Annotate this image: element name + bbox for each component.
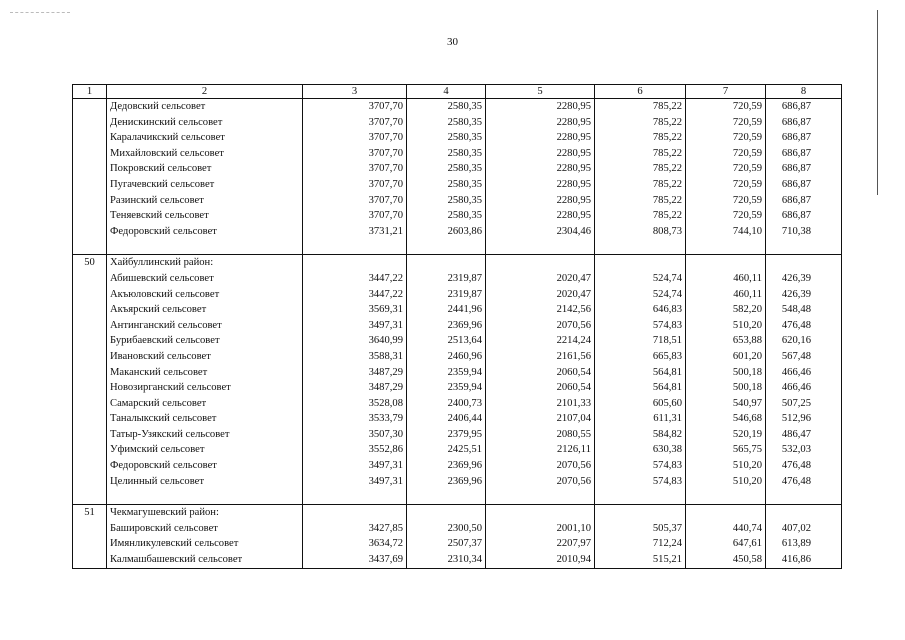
data-table — [72, 84, 842, 569]
table-row — [73, 146, 842, 162]
value-cell: 720,59 — [686, 161, 766, 177]
empty-cell — [73, 208, 107, 224]
value-cell: 507,25 — [766, 396, 842, 412]
value-cell: 2060,54 — [486, 380, 595, 396]
column-header: 3 — [303, 85, 407, 99]
value-cell: 486,47 — [766, 427, 842, 443]
empty-cell — [73, 458, 107, 474]
council-name: Калмашбашевский сельсовет — [107, 552, 303, 568]
table-row — [73, 380, 842, 396]
value-cell: 2369,96 — [407, 458, 486, 474]
value-cell: 611,31 — [595, 411, 686, 427]
value-cell: 3447,22 — [303, 287, 407, 303]
council-name: Федоровский сельсовет — [107, 224, 303, 240]
empty-cell — [73, 146, 107, 162]
value-cell: 450,58 — [686, 552, 766, 568]
table-header-row — [73, 85, 842, 99]
value-cell: 686,87 — [766, 99, 842, 115]
table-row — [73, 115, 842, 131]
council-name: Ивановский сельсовет — [107, 349, 303, 365]
value-cell: 460,11 — [686, 287, 766, 303]
value-cell: 2580,35 — [407, 115, 486, 131]
value-cell: 2214,24 — [486, 333, 595, 349]
table-row — [73, 177, 842, 193]
value-cell: 548,48 — [766, 302, 842, 318]
council-name: Михайловский сельсовет — [107, 146, 303, 162]
table-row — [73, 474, 842, 490]
value-cell: 2280,95 — [486, 177, 595, 193]
value-cell: 2460,96 — [407, 349, 486, 365]
value-cell: 512,96 — [766, 411, 842, 427]
value-cell: 505,37 — [595, 521, 686, 537]
value-cell: 2441,96 — [407, 302, 486, 318]
council-name: Бурибаевский сельсовет — [107, 333, 303, 349]
value-cell: 613,89 — [766, 536, 842, 552]
value-cell: 2310,34 — [407, 552, 486, 568]
value-cell: 440,74 — [686, 521, 766, 537]
value-cell: 686,87 — [766, 177, 842, 193]
table-row — [73, 193, 842, 209]
council-name: Теняевский сельсовет — [107, 208, 303, 224]
council-name: Таналыкский сельсовет — [107, 411, 303, 427]
empty-cell — [107, 239, 303, 255]
value-cell: 653,88 — [686, 333, 766, 349]
empty-cell — [73, 380, 107, 396]
value-cell: 720,59 — [686, 177, 766, 193]
value-cell: 476,48 — [766, 474, 842, 490]
value-cell: 2513,64 — [407, 333, 486, 349]
council-name: Денискинский сельсовет — [107, 115, 303, 131]
empty-cell — [486, 239, 595, 255]
value-cell: 2580,35 — [407, 193, 486, 209]
value-cell: 720,59 — [686, 208, 766, 224]
empty-cell — [486, 255, 595, 271]
value-cell: 2101,33 — [486, 396, 595, 412]
column-header: 6 — [595, 85, 686, 99]
value-cell: 744,10 — [686, 224, 766, 240]
value-cell: 510,20 — [686, 474, 766, 490]
value-cell: 686,87 — [766, 193, 842, 209]
empty-cell — [407, 239, 486, 255]
council-name: Абишевский сельсовет — [107, 271, 303, 287]
value-cell: 3588,31 — [303, 349, 407, 365]
value-cell: 2280,95 — [486, 193, 595, 209]
empty-cell — [73, 193, 107, 209]
value-cell: 785,22 — [595, 146, 686, 162]
council-name: Башировский сельсовет — [107, 521, 303, 537]
value-cell: 2107,04 — [486, 411, 595, 427]
value-cell: 3528,08 — [303, 396, 407, 412]
value-cell: 2280,95 — [486, 208, 595, 224]
empty-cell — [686, 239, 766, 255]
value-cell: 3437,69 — [303, 552, 407, 568]
value-cell: 785,22 — [595, 115, 686, 131]
table-row — [73, 130, 842, 146]
empty-cell — [73, 318, 107, 334]
value-cell: 426,39 — [766, 287, 842, 303]
empty-cell — [73, 474, 107, 490]
value-cell: 515,21 — [595, 552, 686, 568]
value-cell: 3507,30 — [303, 427, 407, 443]
value-cell: 3497,31 — [303, 318, 407, 334]
column-header: 2 — [107, 85, 303, 99]
table-row — [73, 318, 842, 334]
value-cell: 2369,96 — [407, 318, 486, 334]
value-cell: 574,83 — [595, 318, 686, 334]
empty-cell — [73, 442, 107, 458]
table-row — [73, 302, 842, 318]
value-cell: 3707,70 — [303, 208, 407, 224]
value-cell: 686,87 — [766, 208, 842, 224]
value-cell: 2020,47 — [486, 287, 595, 303]
district-name: Чекмагушевский район: — [107, 505, 303, 521]
value-cell: 2060,54 — [486, 365, 595, 381]
value-cell: 2126,11 — [486, 442, 595, 458]
empty-cell — [686, 505, 766, 521]
empty-cell — [303, 239, 407, 255]
empty-cell — [766, 505, 842, 521]
empty-cell — [73, 99, 107, 115]
spacer-row — [73, 489, 842, 505]
value-cell: 720,59 — [686, 99, 766, 115]
value-cell: 520,19 — [686, 427, 766, 443]
value-cell: 2400,73 — [407, 396, 486, 412]
table-row — [73, 161, 842, 177]
council-name: Акъюловский сельсовет — [107, 287, 303, 303]
empty-cell — [73, 333, 107, 349]
value-cell: 2280,95 — [486, 161, 595, 177]
value-cell: 564,81 — [595, 380, 686, 396]
value-cell: 646,83 — [595, 302, 686, 318]
empty-cell — [303, 505, 407, 521]
empty-cell — [486, 489, 595, 505]
table-row — [73, 333, 842, 349]
table-row — [73, 536, 842, 552]
table-row — [73, 224, 842, 240]
table-row — [73, 427, 842, 443]
value-cell: 2580,35 — [407, 177, 486, 193]
value-cell: 3707,70 — [303, 177, 407, 193]
value-cell: 686,87 — [766, 161, 842, 177]
value-cell: 510,20 — [686, 458, 766, 474]
column-header: 1 — [73, 85, 107, 99]
value-cell: 584,82 — [595, 427, 686, 443]
council-name: Уфимский сельсовет — [107, 442, 303, 458]
empty-cell — [73, 224, 107, 240]
value-cell: 686,87 — [766, 130, 842, 146]
council-name: Пугачевский сельсовет — [107, 177, 303, 193]
value-cell: 720,59 — [686, 115, 766, 131]
value-cell: 3707,70 — [303, 161, 407, 177]
empty-cell — [486, 505, 595, 521]
value-cell: 785,22 — [595, 177, 686, 193]
empty-cell — [595, 489, 686, 505]
empty-cell — [686, 489, 766, 505]
value-cell: 2010,94 — [486, 552, 595, 568]
value-cell: 2406,44 — [407, 411, 486, 427]
value-cell: 2580,35 — [407, 130, 486, 146]
empty-cell — [73, 489, 107, 505]
value-cell: 3552,86 — [303, 442, 407, 458]
council-name: Целинный сельсовет — [107, 474, 303, 490]
value-cell: 2319,87 — [407, 287, 486, 303]
council-name: Маканский сельсовет — [107, 365, 303, 381]
table-row — [73, 365, 842, 381]
empty-cell — [686, 255, 766, 271]
value-cell: 476,48 — [766, 318, 842, 334]
empty-cell — [595, 505, 686, 521]
value-cell: 2379,95 — [407, 427, 486, 443]
value-cell: 3497,31 — [303, 458, 407, 474]
value-cell: 574,83 — [595, 458, 686, 474]
table-row — [73, 208, 842, 224]
column-header: 4 — [407, 85, 486, 99]
value-cell: 524,74 — [595, 287, 686, 303]
value-cell: 2070,56 — [486, 318, 595, 334]
value-cell: 3707,70 — [303, 146, 407, 162]
value-cell: 785,22 — [595, 130, 686, 146]
value-cell: 510,20 — [686, 318, 766, 334]
value-cell: 2280,95 — [486, 146, 595, 162]
district-name: Хайбуллинский район: — [107, 255, 303, 271]
empty-cell — [73, 552, 107, 568]
value-cell: 500,18 — [686, 365, 766, 381]
value-cell: 718,51 — [595, 333, 686, 349]
district-number: 50 — [73, 255, 107, 271]
value-cell: 785,22 — [595, 161, 686, 177]
district-number: 51 — [73, 505, 107, 521]
value-cell: 2280,95 — [486, 99, 595, 115]
table-row — [73, 287, 842, 303]
value-cell: 3447,22 — [303, 271, 407, 287]
value-cell: 3707,70 — [303, 99, 407, 115]
empty-cell — [73, 239, 107, 255]
table-row — [73, 349, 842, 365]
value-cell: 3707,70 — [303, 115, 407, 131]
empty-cell — [407, 505, 486, 521]
value-cell: 2020,47 — [486, 271, 595, 287]
value-cell: 605,60 — [595, 396, 686, 412]
district-header-row — [73, 505, 842, 521]
value-cell: 567,48 — [766, 349, 842, 365]
value-cell: 2580,35 — [407, 146, 486, 162]
table-row — [73, 396, 842, 412]
value-cell: 466,46 — [766, 365, 842, 381]
empty-cell — [766, 239, 842, 255]
value-cell: 2369,96 — [407, 474, 486, 490]
table-row — [73, 271, 842, 287]
value-cell: 2070,56 — [486, 458, 595, 474]
empty-cell — [73, 271, 107, 287]
empty-cell — [73, 115, 107, 131]
value-cell: 540,97 — [686, 396, 766, 412]
empty-cell — [407, 489, 486, 505]
value-cell: 3427,85 — [303, 521, 407, 537]
empty-cell — [73, 287, 107, 303]
value-cell: 620,16 — [766, 333, 842, 349]
value-cell: 2359,94 — [407, 380, 486, 396]
value-cell: 524,74 — [595, 271, 686, 287]
value-cell: 3707,70 — [303, 193, 407, 209]
council-name: Акъярский сельсовет — [107, 302, 303, 318]
value-cell: 2580,35 — [407, 99, 486, 115]
empty-cell — [73, 521, 107, 537]
empty-cell — [73, 130, 107, 146]
value-cell: 466,46 — [766, 380, 842, 396]
value-cell: 532,03 — [766, 442, 842, 458]
value-cell: 785,22 — [595, 208, 686, 224]
empty-cell — [73, 536, 107, 552]
value-cell: 2603,86 — [407, 224, 486, 240]
empty-cell — [407, 255, 486, 271]
value-cell: 3497,31 — [303, 474, 407, 490]
value-cell: 686,87 — [766, 146, 842, 162]
value-cell: 2359,94 — [407, 365, 486, 381]
value-cell: 2425,51 — [407, 442, 486, 458]
council-name: Федоровский сельсовет — [107, 458, 303, 474]
table-body — [73, 85, 842, 569]
value-cell: 476,48 — [766, 458, 842, 474]
value-cell: 3634,72 — [303, 536, 407, 552]
council-name: Покровский сельсовет — [107, 161, 303, 177]
column-header: 7 — [686, 85, 766, 99]
value-cell: 2001,10 — [486, 521, 595, 537]
value-cell: 460,11 — [686, 271, 766, 287]
empty-cell — [303, 489, 407, 505]
value-cell: 2280,95 — [486, 130, 595, 146]
value-cell: 2080,55 — [486, 427, 595, 443]
council-name: Антинганский сельсовет — [107, 318, 303, 334]
value-cell: 3640,99 — [303, 333, 407, 349]
value-cell: 3569,31 — [303, 302, 407, 318]
value-cell: 2070,56 — [486, 474, 595, 490]
value-cell: 647,61 — [686, 536, 766, 552]
empty-cell — [73, 365, 107, 381]
empty-cell — [73, 396, 107, 412]
empty-cell — [303, 255, 407, 271]
value-cell: 3731,21 — [303, 224, 407, 240]
value-cell: 710,38 — [766, 224, 842, 240]
value-cell: 665,83 — [595, 349, 686, 365]
value-cell: 416,86 — [766, 552, 842, 568]
value-cell: 2300,50 — [407, 521, 486, 537]
empty-cell — [73, 302, 107, 318]
council-name: Татыр-Узякский сельсовет — [107, 427, 303, 443]
value-cell: 720,59 — [686, 130, 766, 146]
value-cell: 3487,29 — [303, 365, 407, 381]
value-cell: 426,39 — [766, 271, 842, 287]
table-row — [73, 442, 842, 458]
value-cell: 2142,56 — [486, 302, 595, 318]
council-name: Каралачикский сельсовет — [107, 130, 303, 146]
council-name: Имянликулевский сельсовет — [107, 536, 303, 552]
council-name: Самарский сельсовет — [107, 396, 303, 412]
column-header: 5 — [486, 85, 595, 99]
scan-artifact-line — [10, 12, 70, 14]
value-cell: 720,59 — [686, 146, 766, 162]
value-cell: 2304,46 — [486, 224, 595, 240]
empty-cell — [595, 255, 686, 271]
spacer-row — [73, 239, 842, 255]
empty-cell — [73, 349, 107, 365]
value-cell: 630,38 — [595, 442, 686, 458]
value-cell: 720,59 — [686, 193, 766, 209]
value-cell: 712,24 — [595, 536, 686, 552]
table-row — [73, 552, 842, 568]
value-cell: 2161,56 — [486, 349, 595, 365]
column-header: 8 — [766, 85, 842, 99]
table-row — [73, 99, 842, 115]
table-row — [73, 458, 842, 474]
page-number: 30 — [447, 36, 458, 48]
value-cell: 546,68 — [686, 411, 766, 427]
table-row — [73, 521, 842, 537]
value-cell: 3533,79 — [303, 411, 407, 427]
empty-cell — [73, 177, 107, 193]
value-cell: 407,02 — [766, 521, 842, 537]
value-cell: 565,75 — [686, 442, 766, 458]
council-name: Дедовский сельсовет — [107, 99, 303, 115]
empty-cell — [766, 489, 842, 505]
value-cell: 564,81 — [595, 365, 686, 381]
value-cell: 574,83 — [595, 474, 686, 490]
value-cell: 2280,95 — [486, 115, 595, 131]
table-row — [73, 411, 842, 427]
value-cell: 582,20 — [686, 302, 766, 318]
value-cell: 785,22 — [595, 193, 686, 209]
value-cell: 601,20 — [686, 349, 766, 365]
empty-cell — [766, 255, 842, 271]
value-cell: 3707,70 — [303, 130, 407, 146]
value-cell: 2580,35 — [407, 208, 486, 224]
empty-cell — [73, 161, 107, 177]
value-cell: 785,22 — [595, 99, 686, 115]
empty-cell — [73, 411, 107, 427]
empty-cell — [73, 427, 107, 443]
value-cell: 686,87 — [766, 115, 842, 131]
value-cell: 2207,97 — [486, 536, 595, 552]
value-cell: 2319,87 — [407, 271, 486, 287]
value-cell: 2507,37 — [407, 536, 486, 552]
empty-cell — [107, 489, 303, 505]
value-cell: 808,73 — [595, 224, 686, 240]
empty-cell — [595, 239, 686, 255]
district-header-row — [73, 255, 842, 271]
council-name: Новозирганский сельсовет — [107, 380, 303, 396]
value-cell: 2580,35 — [407, 161, 486, 177]
value-cell: 500,18 — [686, 380, 766, 396]
council-name: Разинский сельсовет — [107, 193, 303, 209]
value-cell: 3487,29 — [303, 380, 407, 396]
